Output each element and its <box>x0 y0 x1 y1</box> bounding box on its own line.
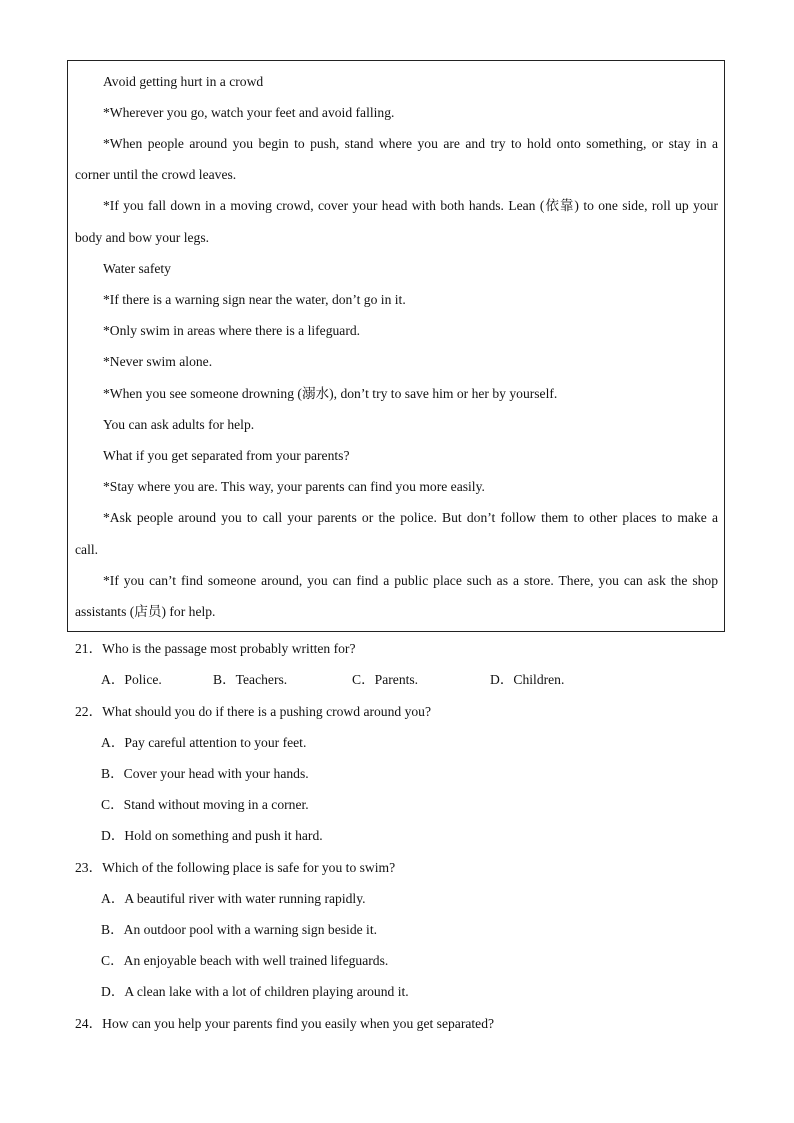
option-22-d: D．Hold on something and push it hard. <box>101 828 323 843</box>
question-22: 22．What should you do if there is a pushing crowd around you? <box>75 704 432 719</box>
option-23-d: D．A clean lake with a lot of children playing around it. <box>101 984 409 999</box>
question-23: 23．Which of the following place is safe for you to swim? <box>75 860 396 875</box>
option-22-b: B．Cover your head with your hands. <box>101 766 309 781</box>
passage-heading-separated: What if you get separated from your parents? <box>103 448 350 463</box>
passage-paragraph: corner until the crowd leaves. <box>75 167 237 182</box>
option-21-c: C．Parents. <box>352 672 419 687</box>
passage-paragraph: *If you can’t find someone around, you can find a public place such as a store. There, you can ask the shop <box>103 573 718 588</box>
passage-paragraph: call. <box>75 542 99 557</box>
passage-paragraph: *Stay where you are. This way, your parents can find you more easily. <box>103 479 485 494</box>
question-21: 21．Who is the passage most probably written for? <box>75 641 356 656</box>
option-21-b: B．Teachers. <box>213 672 288 687</box>
option-22-c: C．Stand without moving in a corner. <box>101 797 309 812</box>
passage-paragraph: *If there is a warning sign near the water, don’t go in it. <box>103 292 406 307</box>
passage-paragraph: body and bow your legs. <box>75 230 210 245</box>
option-21-d: D．Children. <box>490 672 565 687</box>
passage-paragraph: *Only swim in areas where there is a lifeguard. <box>103 323 361 338</box>
passage-paragraph: *When you see someone drowning (溺水), don’t try to save him or her by yourself. <box>103 386 558 401</box>
option-23-a: A．A beautiful river with water running rapidly. <box>101 891 366 906</box>
passage-heading-water: Water safety <box>103 261 171 276</box>
passage-paragraph: *Never swim alone. <box>103 354 213 369</box>
passage-paragraph: *Ask people around you to call your parents or the police. But don’t follow them to other places to make a <box>103 510 718 525</box>
option-22-a: A．Pay careful attention to your feet. <box>101 735 307 750</box>
option-23-b: B．An outdoor pool with a warning sign beside it. <box>101 922 378 937</box>
passage-paragraph: *Wherever you go, watch your feet and avoid falling. <box>103 105 395 120</box>
question-24: 24．How can you help your parents find you easily when you get separated? <box>75 1016 495 1031</box>
passage-paragraph: *If you fall down in a moving crowd, cover your head with both hands. Lean (依靠) to one side, roll up your <box>103 198 718 213</box>
passage-paragraph: You can ask adults for help. <box>103 417 255 432</box>
passage-heading-crowd: Avoid getting hurt in a crowd <box>103 74 264 89</box>
passage-paragraph: assistants (店员) for help. <box>75 604 216 619</box>
passage-paragraph: *When people around you begin to push, stand where you are and try to hold onto something, or stay in a <box>103 136 718 151</box>
option-21-a: A．Police. <box>101 672 162 687</box>
option-23-c: C．An enjoyable beach with well trained lifeguards. <box>101 953 389 968</box>
